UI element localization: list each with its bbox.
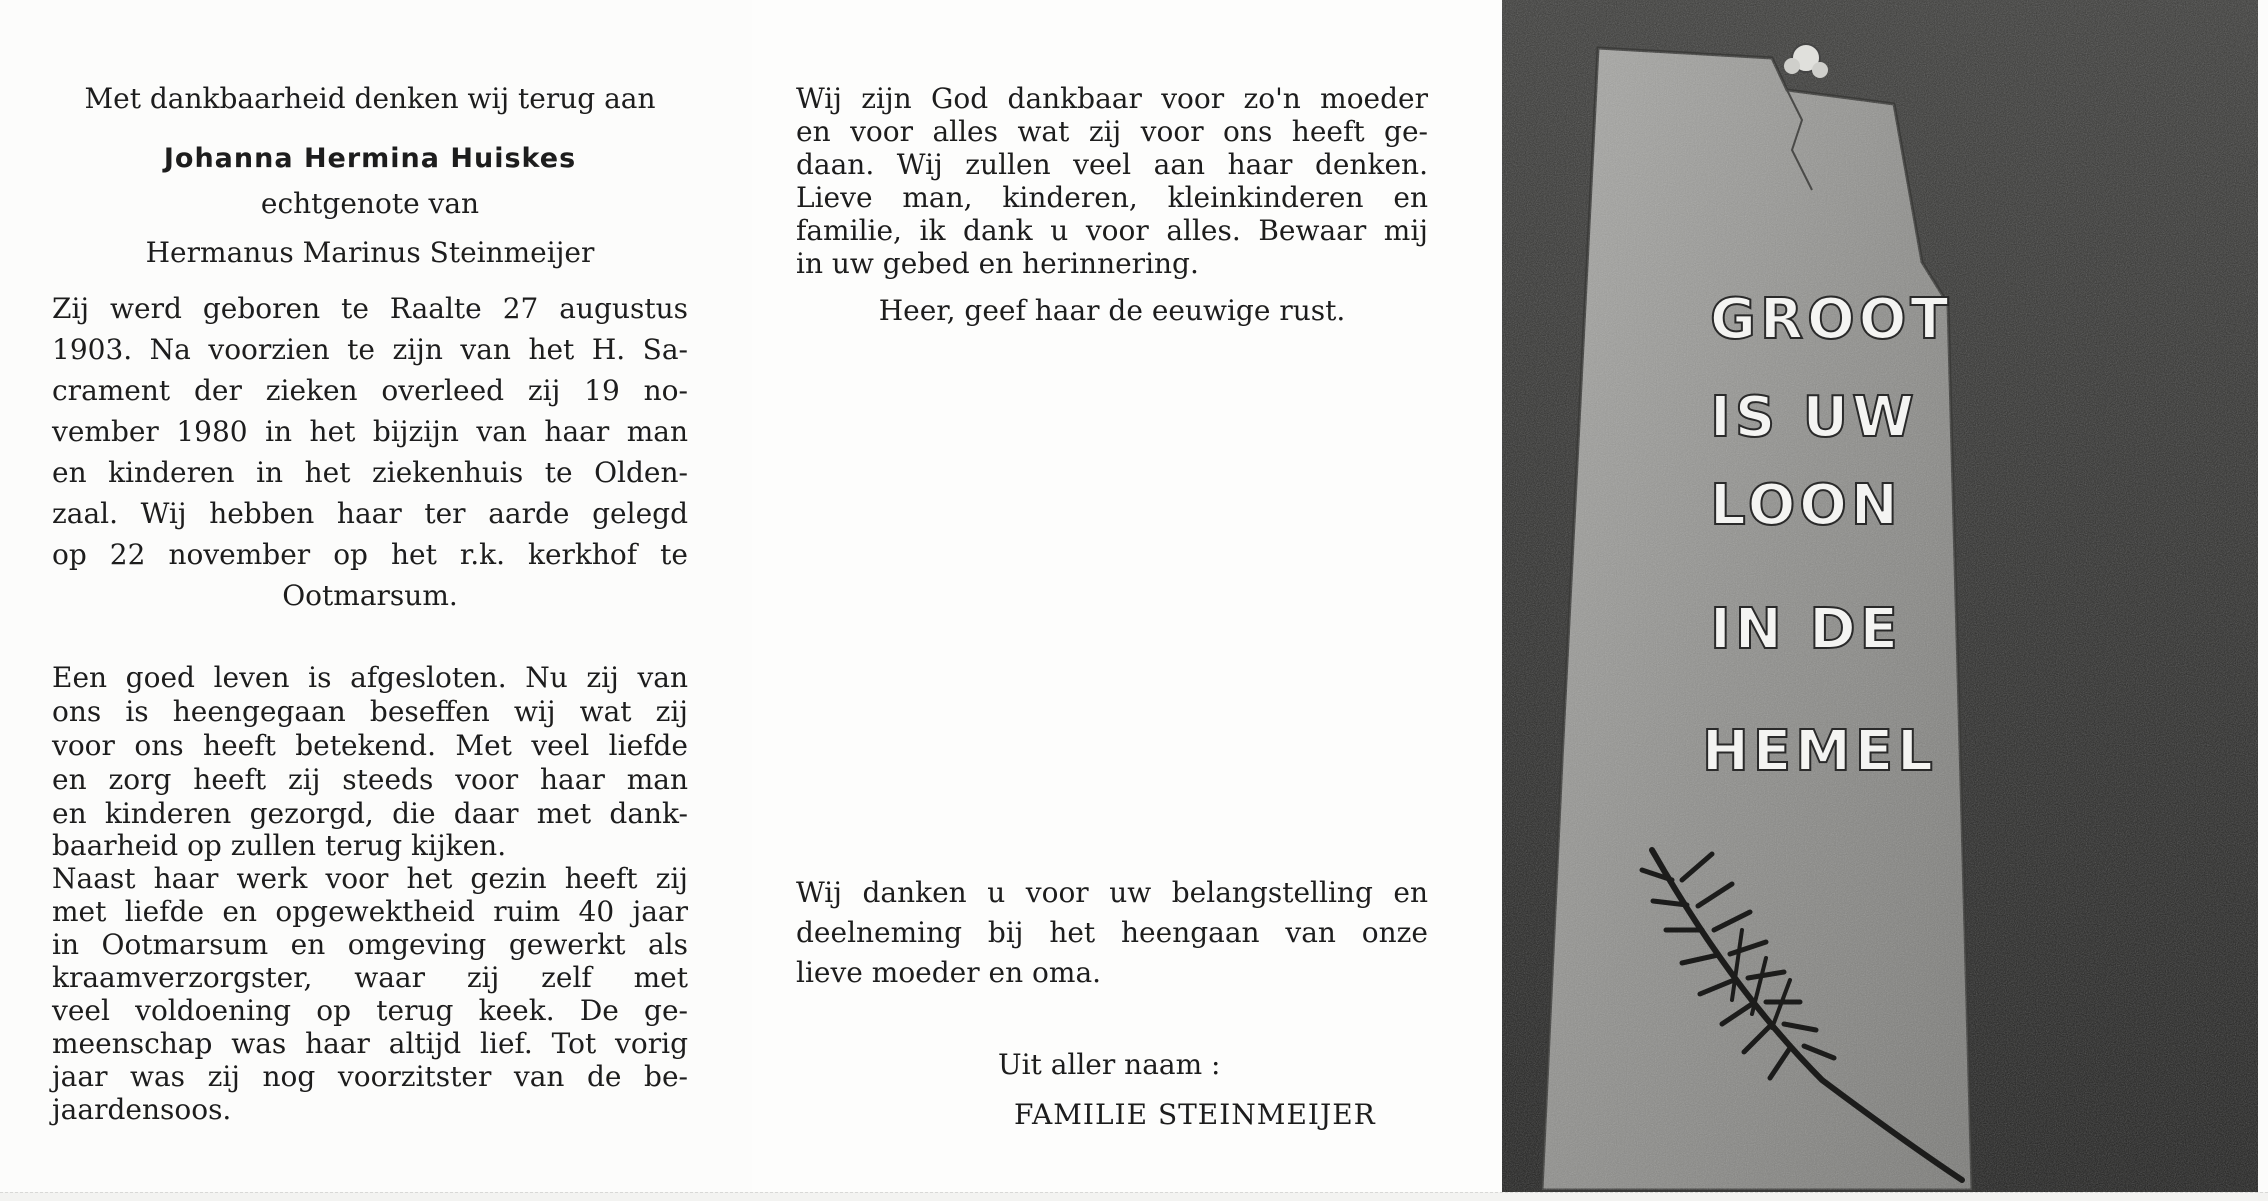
gratitude-line: deelneming bij het heengaan van onze (796, 916, 1428, 949)
life-line: voor ons heeft betekend. Met veel liefde (52, 729, 688, 762)
life-line: en zorg heeft zij steeds voor haar man (52, 763, 688, 796)
spouse-label: echtgenote van (260, 187, 480, 220)
thanks-line: familie, ik dank u voor alles. Bewaar mij (796, 214, 1428, 247)
bio-line: zaal. Wij hebben haar ter aarde gelegd (52, 497, 688, 530)
bio-line: en kinderen in het ziekenhuis te Olden- (52, 456, 688, 489)
life-line: ons is heengegaan beseffen wij wat zij (52, 695, 688, 728)
life-line: Een goed leven is afgesloten. Nu zij van (52, 661, 688, 694)
deceased-name: Johanna Hermina Huiskes (163, 143, 577, 174)
left-panel (0, 0, 752, 1200)
bio-line: op 22 november op het r.k. kerkhof te (52, 538, 688, 571)
work-line: veel voldoening op terug keek. De ge- (52, 994, 688, 1027)
thanks-line: daan. Wij zullen veel aan haar denken. (796, 148, 1428, 181)
bio-line: 1903. Na voorzien te zijn van het H. Sa- (52, 333, 688, 366)
family-signature: FAMILIE STEINMEIJER (1014, 1098, 1376, 1131)
stone-line-2: IS UW (1710, 385, 1918, 450)
stone-line-1: GROOT (1710, 287, 1953, 352)
thanks-line: Lieve man, kinderen, kleinkinderen en (796, 181, 1428, 214)
work-line: in Ootmarsum en omgeving gewerkt als (52, 928, 688, 961)
work-line: kraamverzorgster, waar zij zelf met (52, 961, 688, 994)
spouse-name: Hermanus Marinus Steinmeijer (145, 236, 595, 269)
gratitude-line: Wij danken u voor uw belangstelling en (796, 876, 1428, 909)
intro-text: Met dankbaarheid denken wij terug aan (84, 82, 656, 115)
bio-line-last: Ootmarsum. (282, 579, 458, 612)
bio-line: vember 1980 in het bijzijn van haar man (52, 415, 688, 448)
thanks-line: en voor alles wat zij voor ons heeft ge- (796, 115, 1428, 148)
thanks-line: Wij zijn God dankbaar voor zo'n moeder (796, 82, 1428, 115)
work-line-last: jaardensoos. (52, 1093, 232, 1126)
stone-line-4: IN DE (1710, 597, 1902, 662)
prayer-text: Heer, geef haar de eeuwige rust. (878, 294, 1346, 327)
middle-panel (752, 0, 1502, 1200)
gravestone-photo (1502, 0, 2258, 1200)
bio-line: Zij werd geboren te Raalte 27 augustus (52, 292, 688, 325)
work-line: met liefde en opgewektheid ruim 40 jaar (52, 895, 688, 928)
stone-line-5: HEMEL (1702, 719, 1937, 784)
on-behalf-text: Uit aller naam : (998, 1048, 1221, 1081)
stone-line-3: LOON (1710, 473, 1902, 538)
work-line: meenschap was haar altijd lief. Tot vorig (52, 1027, 688, 1060)
life-line-last: baarheid op zullen terug kijken. (52, 829, 507, 862)
life-line: en kinderen gezorgd, die daar met dank- (52, 797, 688, 830)
work-line: jaar was zij nog voorzitster van de be- (52, 1060, 688, 1093)
bio-line: crament der zieken overleed zij 19 no- (52, 374, 688, 407)
work-line: Naast haar werk voor het gezin heeft zij (52, 862, 688, 895)
thanks-line-last: in uw gebed en herinnering. (796, 247, 1199, 280)
gratitude-line-last: lieve moeder en oma. (796, 956, 1102, 989)
